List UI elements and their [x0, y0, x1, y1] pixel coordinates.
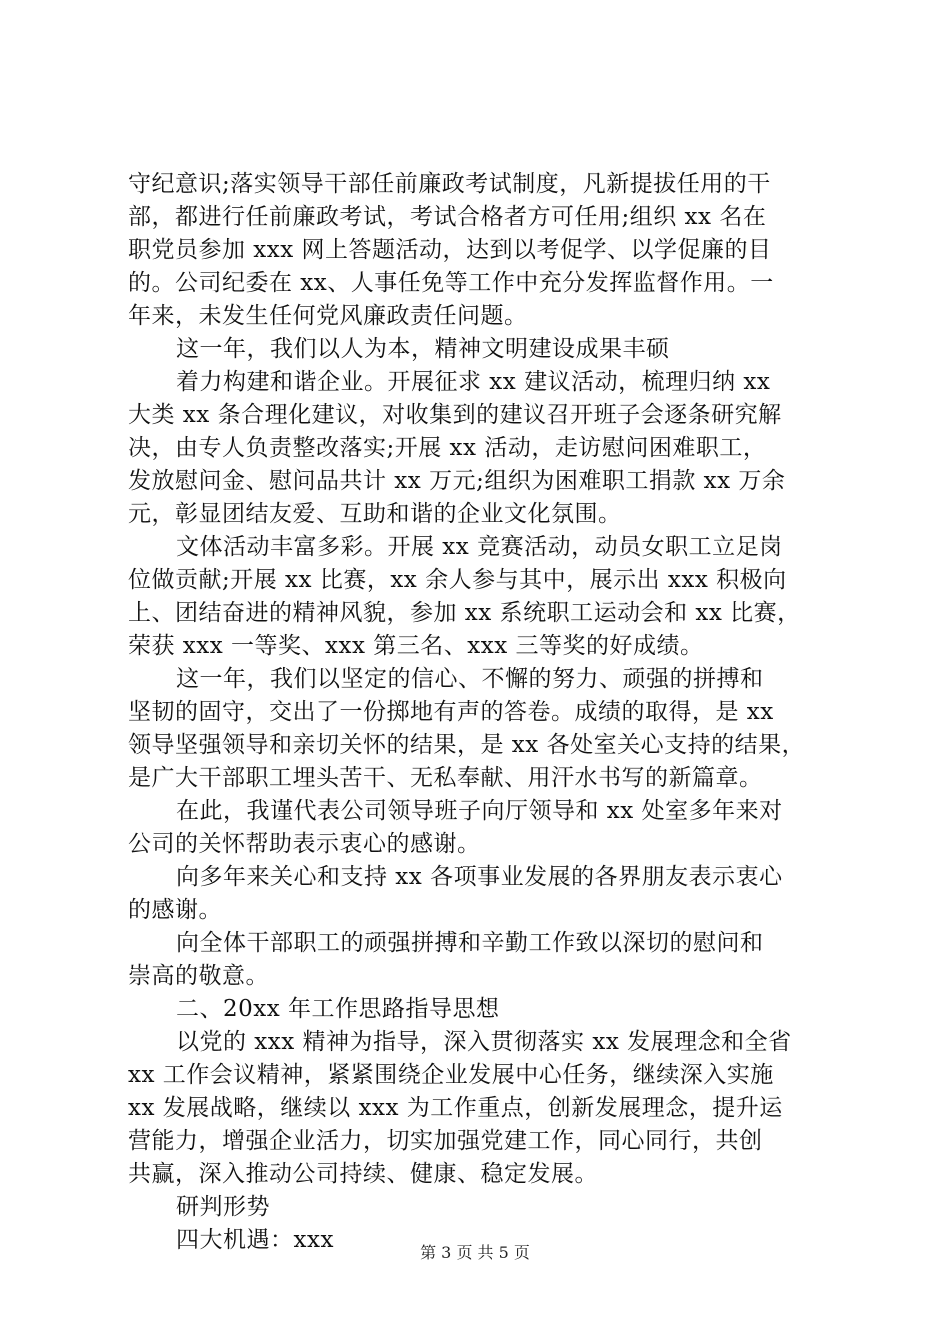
- paragraph-start: 这一年，我们以坚定的信心、不懈的努力、顽强的拼搏和: [176, 666, 764, 692]
- text-line: xx 发展战略，继续以 xxx 为工作重点，创新发展理念，提升运: [128, 1095, 783, 1121]
- text-line: 共赢，深入推动公司持续、健康、稳定发展。: [128, 1161, 598, 1187]
- paragraph-start: 在此，我谨代表公司领导班子向厅领导和 xx 处室多年来对: [176, 798, 783, 824]
- text-line: 营能力，增强企业活力，切实加强党建工作，同心同行，共创: [128, 1128, 763, 1154]
- paragraph-start: 向多年来关心和支持 xx 各项事业发展的各界朋友表示衷心: [176, 864, 783, 890]
- paragraph-start: 以党的 xxx 精神为指导，深入贯彻落实 xx 发展理念和全省: [176, 1029, 792, 1055]
- text-line: 决，由专人负责整改落实;开展 xx 活动，走访慰问困难职工，: [128, 435, 767, 461]
- text-line: 崇高的敬意。: [128, 963, 269, 989]
- text-line: xx 工作会议精神，紧紧围绕企业发展中心任务，继续深入实施: [128, 1062, 774, 1088]
- text-line: 上、团结奋进的精神风貌，参加 xx 系统职工运动会和 xx 比赛，: [128, 600, 801, 626]
- text-line: 年来，未发生任何党风廉政责任问题。: [128, 303, 528, 329]
- paragraph-start: 文体活动丰富多彩。开展 xx 竞赛活动，动员女职工立足岗: [176, 534, 783, 560]
- text-line: 守纪意识;落实领导干部任前廉政考试制度，凡新提拔任用的干: [128, 171, 771, 197]
- text-line: 职党员参加 xxx 网上答题活动，达到以考促学、以学促廉的目: [128, 237, 772, 263]
- document-body: [128, 168, 838, 1257]
- paragraph-start: 着力构建和谐企业。开展征求 xx 建议活动，梳理归纳 xx: [176, 369, 771, 395]
- text-line: 大类 xx 条合理化建议，对收集到的建议召开班子会逐条研究解: [128, 402, 782, 428]
- text-line: 坚韧的固守，交出了一份掷地有声的答卷。成绩的取得，是 xx: [128, 699, 774, 725]
- text-line: 公司的关怀帮助表示衷心的感谢。: [128, 831, 481, 857]
- text-line: 荣获 xxx 一等奖、xxx 第三名、xxx 三等奖的好成绩。: [128, 633, 704, 659]
- text-line: 部，都进行任前廉政考试，考试合格者方可任用;组织 xx 名在: [128, 204, 767, 230]
- paragraph-start: 向全体干部职工的顽强拼搏和辛勤工作致以深切的慰问和: [176, 930, 764, 956]
- text-line: 的。公司纪委在 xx、人事任免等工作中充分发挥监督作用。一: [128, 270, 774, 296]
- section-heading: 二、20xx 年工作思路指导思想: [176, 996, 500, 1022]
- text-line: 位做贡献;开展 xx 比赛，xx 余人参与其中，展示出 xxx 积极向: [128, 567, 787, 593]
- text-line: 是广大干部职工埋头苦干、无私奉献、用汗水书写的新篇章。: [128, 765, 763, 791]
- section-heading: 研判形势: [176, 1194, 270, 1220]
- text-line: 元，彰显团结友爱、互助和谐的企业文化氛围。: [128, 501, 622, 527]
- text-line: 领导坚强领导和亲切关怀的结果，是 xx 各处室关心支持的结果，: [128, 732, 806, 758]
- page-number-footer: 第 3 页 共 5 页: [420, 1243, 530, 1262]
- text-line: 发放慰问金、慰问品共计 xx 万元;组织为困难职工捐款 xx 万余: [128, 468, 786, 494]
- section-heading: 这一年，我们以人为本，精神文明建设成果丰硕: [176, 336, 670, 362]
- text-line: 的感谢。: [128, 897, 222, 923]
- section-heading: 四大机遇：xxx: [176, 1227, 334, 1253]
